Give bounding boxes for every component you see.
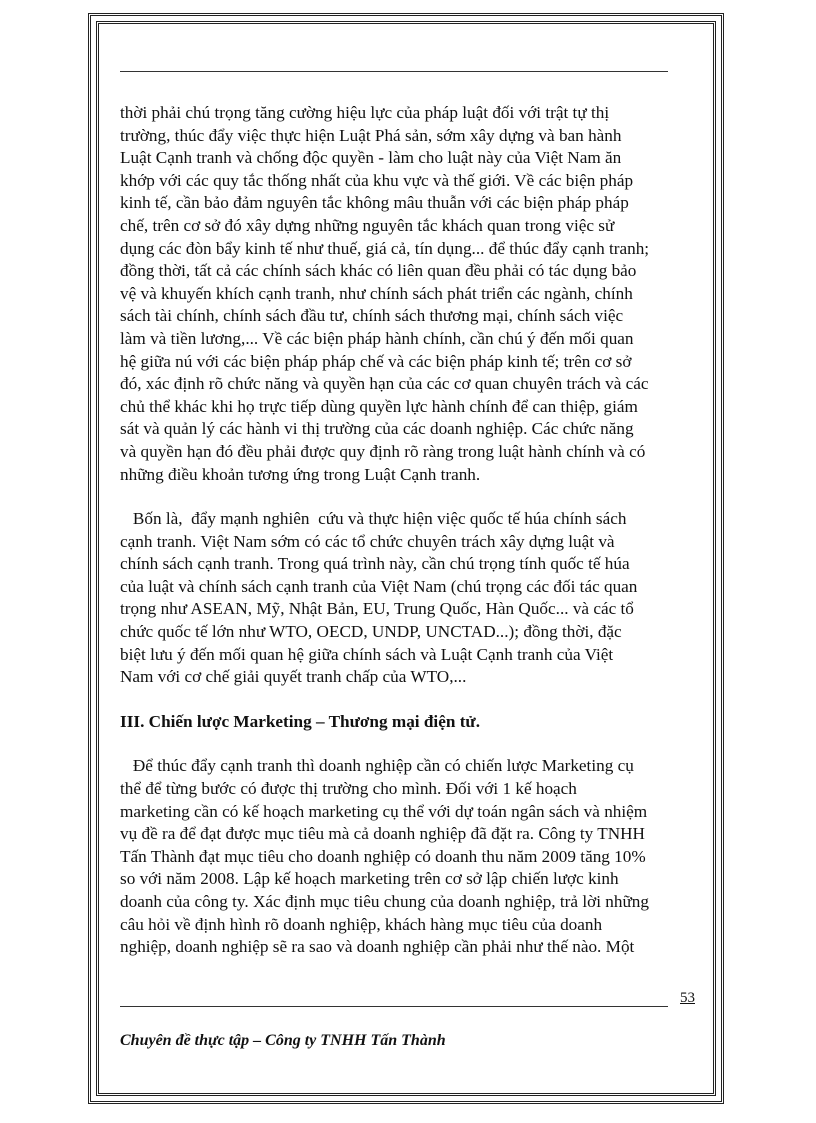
text-line: sách tài chính, chính sách đầu tư, chính sách thương mại, chính sách việc bbox=[120, 306, 624, 326]
header-rule bbox=[120, 71, 668, 72]
text-line: câu hỏi về định hình rõ doanh nghiệp, khách hàng mục tiêu của doanh bbox=[120, 914, 603, 934]
text-line: của luật và chính sách cạnh tranh của Việt Nam (chú trọng các đối tác quan bbox=[120, 576, 638, 596]
paragraph bbox=[120, 755, 700, 958]
paragraph-spacer bbox=[120, 486, 700, 508]
text-line: hệ giữa nú với các biện pháp pháp chế và các biện pháp kinh tế; trên cơ sở bbox=[120, 351, 632, 371]
text-line: trọng như ASEAN, Mỹ, Nhật Bản, EU, Trung Quốc, Hàn Quốc... và các tổ bbox=[120, 599, 634, 619]
text-line: chế, trên cơ sở đó xây dựng những nguyên tắc khách quan trong việc sử bbox=[120, 215, 615, 235]
text-line: doanh của công ty. Xác định mục tiêu chung của doanh nghiệp, trả lời những bbox=[120, 892, 649, 911]
text-line: chủ thể khác khi họ trực tiếp dùng quyền lực hành chính để can thiệp, giám bbox=[120, 396, 638, 416]
text-line: marketing cần có kế hoạch marketing cụ thể với dự toán ngân sách và nhiệm bbox=[120, 801, 648, 821]
paragraph-spacer bbox=[120, 689, 700, 711]
document-body bbox=[120, 102, 700, 959]
text-line: Để thúc đẩy cạnh tranh thì doanh nghiệp cần có chiến lược Marketing cụ bbox=[120, 756, 634, 776]
text-line: vệ và khuyến khích cạnh tranh, như chính sách phát triển các ngành, chính bbox=[120, 283, 633, 303]
text-line: Bốn là, đẩy mạnh nghiên cứu và thực hiện việc quốc tế húa chính sách bbox=[120, 509, 627, 529]
text-line: cạnh tranh. Việt Nam sớm có các tổ chức chuyên trách xây dựng luật và bbox=[120, 531, 615, 551]
footer-title: Chuyên đề thực tập – Công ty TNHH Tấn Thành bbox=[120, 1032, 446, 1049]
text-line: dụng các đòn bẩy kinh tế như thuế, giá cả, tín dụng... để thúc đẩy cạnh tranh; bbox=[120, 238, 650, 258]
text-line: và quyền hạn đó đều phải được quy định rõ ràng trong luật hành chính và có bbox=[120, 441, 646, 461]
text-line: kinh tế, cần bảo đảm nguyên tắc không mâu thuẫn với các biện pháp pháp bbox=[120, 193, 629, 213]
text-line: sát và quản lý các hành vi thị trường của các doanh nghiệp. Các chức năng bbox=[120, 419, 634, 439]
text-line: trường, thúc đẩy việc thực hiện Luật Phá sản, sớm xây dựng và ban hành bbox=[120, 125, 622, 145]
paragraph-spacer bbox=[120, 733, 700, 755]
section-heading: III. Chiến lược Marketing – Thương mại điện tử. bbox=[120, 711, 481, 731]
text-line: nghiệp, doanh nghiệp sẽ ra sao và doanh nghiệp cần phải như thế nào. Một bbox=[120, 937, 635, 957]
text-line: đồng thời, tất cả các chính sách khác có liên quan đều phải có tác dụng bảo bbox=[120, 261, 637, 281]
text-line: thời phải chú trọng tăng cường hiệu lực của pháp luật đối với trật tự thị bbox=[120, 103, 610, 122]
text-line: chức quốc tế lớn như WTO, OECD, UNDP, UNCTAD...); đồng thời, đặc bbox=[120, 622, 622, 642]
paragraph bbox=[120, 102, 700, 486]
page-number: 53 bbox=[680, 990, 695, 1006]
text-line: Luật Cạnh tranh và chống độc quyền - làm cho luật này của Việt Nam ăn bbox=[120, 148, 622, 168]
text-line: những điều khoản tương ứng trong Luật Cạnh tranh. bbox=[120, 464, 481, 484]
text-line: khớp với các quy tắc thống nhất của khu vực và thế giới. Về các biện pháp bbox=[120, 170, 634, 190]
text-line: Nam với cơ chế giải quyết tranh chấp của WTO,... bbox=[120, 667, 467, 687]
footer-rule bbox=[120, 1006, 668, 1007]
text-line: vụ đề ra để đạt được mục tiêu mà cả doanh nghiệp đã đặt ra. Công ty TNHH bbox=[120, 824, 645, 844]
text-line: làm và tiền lương,... Về các biện pháp hành chính, cần chú ý đến mối quan bbox=[120, 328, 634, 348]
text-line: đó, xác định rõ chức năng và quyền hạn của các cơ quan chuyên trách và các bbox=[120, 374, 649, 394]
paragraph bbox=[120, 508, 700, 689]
text-line: so với năm 2008. Lập kế hoạch marketing trên cơ sở lập chiến lược kinh bbox=[120, 869, 619, 889]
text-line: biệt lưu ý đến mối quan hệ giữa chính sách và Luật Cạnh tranh của Việt bbox=[120, 644, 614, 664]
text-line: chính sách cạnh tranh. Trong quá trình này, cần chú trọng tính quốc tế húa bbox=[120, 554, 630, 574]
text-line: thể để từng bước có được thị trường cho mình. Đối với 1 kế hoạch bbox=[120, 779, 577, 799]
text-line: Tấn Thành đạt mục tiêu cho doanh nghiệp có doanh thu năm 2009 tăng 10% bbox=[120, 846, 646, 866]
